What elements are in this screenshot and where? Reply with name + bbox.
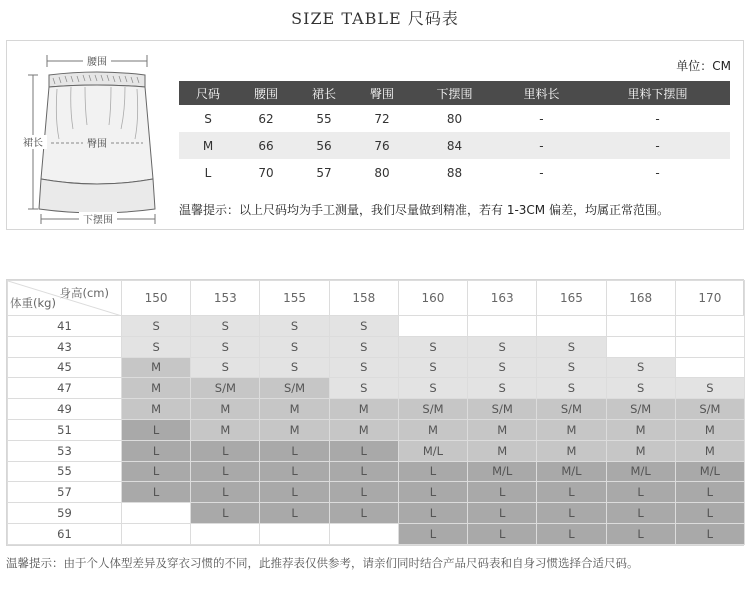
fit-size-cell: S (606, 378, 675, 399)
table-row (8, 399, 745, 420)
fit-size-cell: S (260, 316, 329, 337)
weight-cell: 57 (8, 482, 122, 503)
fit-size-cell: S (468, 336, 537, 357)
fit-size-cell (329, 523, 398, 544)
table-row (179, 159, 730, 186)
fit-size-cell (675, 357, 744, 378)
table-row (8, 316, 745, 337)
fit-size-cell: L (537, 482, 606, 503)
fit-size-cell: M (398, 419, 467, 440)
fit-size-cell (468, 316, 537, 337)
fit-size-cell: M (468, 440, 537, 461)
fit-size-cell: L (329, 503, 398, 524)
size-header-cell: 臀围 (353, 81, 411, 105)
fit-size-cell (606, 316, 675, 337)
size-cell: 66 (237, 132, 295, 159)
waist-label: 腰围 (87, 57, 107, 68)
fit-size-cell: S (537, 357, 606, 378)
fit-size-cell (398, 316, 467, 337)
fit-size-cell: L (122, 482, 191, 503)
height-header-cell: 150 (122, 281, 191, 316)
fit-size-cell: S (329, 357, 398, 378)
fit-size-cell: S (329, 378, 398, 399)
height-header-cell: 153 (191, 281, 260, 316)
fit-size-cell: S (468, 378, 537, 399)
height-header-cell: 163 (468, 281, 537, 316)
weight-cell: 49 (8, 399, 122, 420)
size-chart-panel (6, 40, 744, 230)
fit-size-cell: M (122, 378, 191, 399)
fit-size-cell: L (191, 503, 260, 524)
fit-size-cell: M (260, 419, 329, 440)
height-header-cell: 170 (675, 281, 744, 316)
fit-size-cell (122, 523, 191, 544)
size-cell: 72 (374, 111, 390, 126)
fit-size-cell: L (675, 523, 744, 544)
table-row (179, 105, 730, 132)
size-cell: - (585, 132, 730, 159)
fit-size-cell: M (191, 399, 260, 420)
size-cell: 70 (258, 165, 274, 180)
weight-axis-label: 体重(kg) (10, 296, 56, 310)
fit-size-cell: M/L (537, 461, 606, 482)
weight-cell: 45 (8, 357, 122, 378)
fit-size-cell: S/M (675, 399, 744, 420)
measurement-tip: 温馨提示：以上尺码均为手工测量，我们尽量做到精准，若有 1-3CM 偏差，均属正常范围。 (179, 203, 669, 217)
fit-size-cell: L (122, 419, 191, 440)
fit-size-cell: S (398, 357, 467, 378)
weight-cell: 51 (8, 419, 122, 440)
height-header-cell: 158 (329, 281, 398, 316)
weight-cell: 53 (8, 440, 122, 461)
fit-size-cell: L (606, 523, 675, 544)
fit-size-cell: L (675, 503, 744, 524)
fit-size-cell: L (398, 461, 467, 482)
weight-cell: 41 (8, 316, 122, 337)
fit-size-cell: L (398, 482, 467, 503)
fit-size-cell: S/M (398, 399, 467, 420)
fit-size-cell (606, 336, 675, 357)
fit-size-cell: M (537, 440, 606, 461)
fit-size-cell: S (468, 357, 537, 378)
fit-size-cell: S (122, 316, 191, 337)
weight-cell: 61 (8, 523, 122, 544)
size-cell: - (498, 132, 585, 159)
height-header-cell: 165 (537, 281, 606, 316)
size-cell: L (204, 165, 212, 180)
fit-size-cell (122, 503, 191, 524)
fit-size-cell: M/L (675, 461, 744, 482)
fit-size-cell: M (606, 419, 675, 440)
size-header-cell: 尺码 (179, 81, 237, 105)
fit-size-cell: L (260, 482, 329, 503)
fit-size-cell: L (191, 440, 260, 461)
size-cell: 62 (258, 111, 274, 126)
fit-size-cell: S (329, 316, 398, 337)
fit-size-cell: L (260, 461, 329, 482)
table-row (8, 523, 745, 544)
fit-size-cell: M (191, 419, 260, 440)
table-row (8, 440, 745, 461)
recommendation-tip: 温馨提示：由于个人体型差异及穿衣习惯的不同，此推荐表仅供参考，请亲们同时结合产品尺码表和自身习惯选择合适尺码。 (6, 556, 639, 570)
fit-size-cell: L (329, 440, 398, 461)
fit-size-cell (537, 316, 606, 337)
fit-size-cell: L (606, 503, 675, 524)
height-axis-label: 身高(cm) (59, 286, 109, 300)
size-header-cell: 裙长 (295, 81, 353, 105)
fit-size-cell: S (606, 357, 675, 378)
fit-size-cell: L (468, 503, 537, 524)
fit-size-cell: S (329, 336, 398, 357)
table-row (179, 132, 730, 159)
fit-size-cell (191, 523, 260, 544)
fit-size-cell: M (606, 440, 675, 461)
fit-size-cell: S/M (606, 399, 675, 420)
fit-size-cell: M/L (398, 440, 467, 461)
fit-size-cell: M/L (468, 461, 537, 482)
fit-size-cell: L (606, 482, 675, 503)
fit-size-cell: L (675, 482, 744, 503)
hip-label: 臀围 (87, 139, 107, 150)
fit-size-cell: S/M (191, 378, 260, 399)
fit-size-cell: S (191, 316, 260, 337)
size-cell: S (204, 111, 212, 126)
length-label: 裙长 (23, 138, 43, 149)
fit-size-cell: M (122, 357, 191, 378)
fit-size-cell: L (468, 482, 537, 503)
fit-size-cell (675, 316, 744, 337)
table-row (8, 461, 745, 482)
fit-size-cell: S/M (537, 399, 606, 420)
fit-size-cell: L (122, 461, 191, 482)
unit-label: 单位：CM (676, 59, 731, 73)
fit-size-cell: M (468, 419, 537, 440)
height-header-cell: 168 (606, 281, 675, 316)
fit-size-cell: L (468, 523, 537, 544)
size-header-cell: 里料下摆围 (585, 81, 730, 105)
fit-size-cell: S (122, 336, 191, 357)
weight-cell: 55 (8, 461, 122, 482)
size-cell: - (655, 111, 660, 126)
fit-size-cell: L (260, 503, 329, 524)
size-cell: 57 (316, 165, 332, 180)
table-row (8, 357, 745, 378)
fit-size-cell: S/M (260, 378, 329, 399)
fit-size-cell: M (675, 440, 744, 461)
fit-size-cell: S (398, 336, 467, 357)
fit-size-cell: M (537, 419, 606, 440)
fit-size-cell: L (537, 523, 606, 544)
fit-size-cell: S (537, 378, 606, 399)
fit-size-cell: L (329, 461, 398, 482)
fit-size-cell (675, 336, 744, 357)
table-row (8, 482, 745, 503)
fit-size-cell: L (537, 503, 606, 524)
fit-size-cell: M (122, 399, 191, 420)
size-header-cell: 腰围 (237, 81, 295, 105)
fit-size-cell: S (191, 357, 260, 378)
fit-size-cell: S (191, 336, 260, 357)
fit-size-cell: M (260, 399, 329, 420)
weight-cell: 47 (8, 378, 122, 399)
fit-table (7, 280, 745, 545)
size-cell: M (179, 132, 237, 159)
fit-size-cell: L (260, 440, 329, 461)
fit-size-cell: L (122, 440, 191, 461)
size-cell: 55 (316, 111, 332, 126)
fit-size-cell: M/L (606, 461, 675, 482)
fit-size-cell: M (675, 419, 744, 440)
fit-size-cell: L (329, 482, 398, 503)
size-cell: 80 (374, 165, 390, 180)
size-table (179, 81, 730, 186)
size-header-cell: 下摆围 (411, 81, 498, 105)
size-cell: 76 (353, 132, 411, 159)
height-header-cell: 155 (260, 281, 329, 316)
fit-size-cell: M (329, 419, 398, 440)
size-cell: - (539, 165, 544, 180)
fit-size-cell: S/M (468, 399, 537, 420)
weight-cell: 43 (8, 336, 122, 357)
size-cell: 88 (446, 165, 463, 180)
skirt-diagram (15, 49, 175, 225)
table-corner (8, 281, 122, 316)
size-cell: - (539, 111, 544, 126)
fit-size-cell: S (675, 378, 744, 399)
fit-size-cell (260, 523, 329, 544)
weight-cell: 59 (8, 503, 122, 524)
fit-size-cell: M (329, 399, 398, 420)
table-row (8, 419, 745, 440)
size-header-cell: 里料长 (498, 81, 585, 105)
page-title: SIZE TABLE 尺码表 (291, 9, 459, 28)
fit-size-cell: L (191, 461, 260, 482)
table-row (8, 336, 745, 357)
fit-size-cell: L (191, 482, 260, 503)
fit-size-cell: S (398, 378, 467, 399)
fit-size-cell: L (398, 523, 467, 544)
height-header-cell: 160 (398, 281, 467, 316)
hem-label: 下摆围 (83, 215, 113, 225)
size-cell: 56 (295, 132, 353, 159)
size-cell: 84 (411, 132, 498, 159)
fit-size-cell: L (398, 503, 467, 524)
fit-size-cell: S (537, 336, 606, 357)
fit-size-cell: S (260, 336, 329, 357)
size-cell: 80 (446, 111, 463, 126)
table-row (8, 378, 745, 399)
fit-size-cell: S (260, 357, 329, 378)
fit-recommendation-panel (6, 279, 744, 546)
size-cell: - (655, 165, 660, 180)
table-row (8, 503, 745, 524)
